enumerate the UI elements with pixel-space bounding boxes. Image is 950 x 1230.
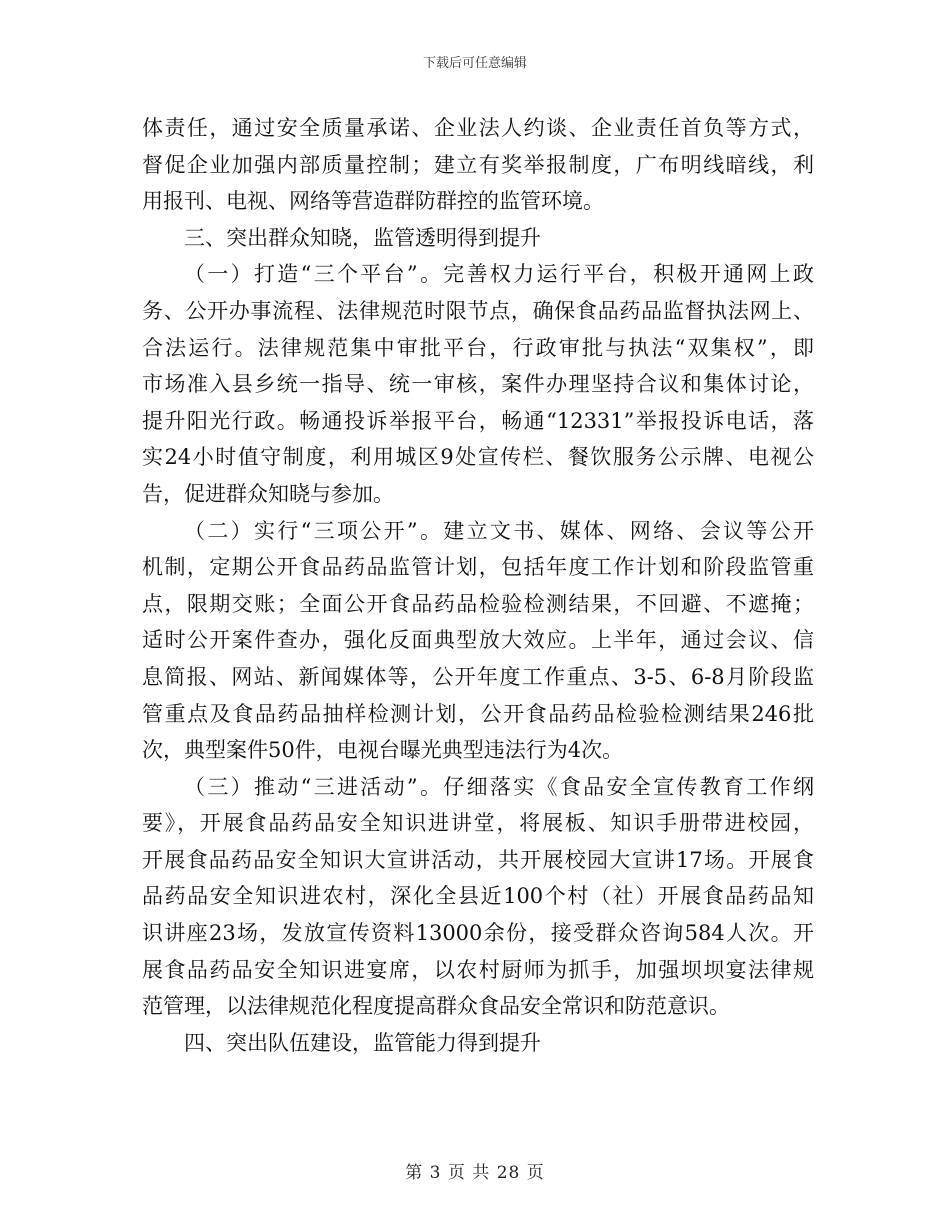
text-line: （一）打造“三个平台”。完善权力运行平台，积极开通网上政 (184, 262, 814, 287)
text-line: 次，典型案件50件，电视台曝光典型违法行为4次。 (142, 738, 624, 763)
page-footer: 第 3 页 共 28 页 (405, 1163, 545, 1183)
document-body (142, 110, 814, 1061)
page-header: 下载后可任意编辑 (422, 56, 527, 71)
text-line: 适时公开案件查办，强化反面典型放大效应。上半年，通过会议、信 (142, 628, 814, 653)
text-line: 体责任，通过安全质量承诺、企业法人约谈、企业责任首负等方式， (142, 116, 814, 140)
text-line: （二）实行“三项公开”。建立文书、媒体、网络、会议等公开 (184, 518, 814, 543)
text-line: 开展食品药品安全知识大宣讲活动，共开展校园大宣讲17场。开展食 (142, 847, 814, 872)
text-line: 务、公开办事流程、法律规范时限节点，确保食品药品监督执法网上、 (142, 298, 814, 323)
text-line: 展食品药品安全知识进宴席，以农村厨师为抓手，加强坝坝宴法律规 (142, 957, 814, 982)
text-line: 识讲座23场，发放宣传资料13000余份，接受群众咨询584人次。开 (142, 921, 814, 946)
text-line: 合法运行。法律规范集中审批平台，行政审批与执法“双集权”，即 (142, 335, 814, 360)
text-line: 息简报、网站、新闻媒体等，公开年度工作重点、3-5、6-8月阶段监 (142, 664, 814, 689)
text-line: 实24小时值守制度，利用城区9处宣传栏、餐饮服务公示牌、电视公 (142, 445, 814, 470)
text-line: 品药品安全知识进农村，深化全县近100个村（社）开展食品药品知 (142, 884, 814, 909)
text-line: 管重点及食品药品抽样检测计划，公开食品药品检验检测结果246批 (142, 701, 814, 726)
text-line: 告，促进群众知晓与参加。 (142, 481, 394, 506)
text-line: 机制，定期公开食品药品监管计划，包括年度工作计划和阶段监管重 (142, 555, 814, 580)
text-line: 督促企业加强内部质量控制；建立有奖举报制度，广布明线暗线，利 (142, 152, 814, 177)
text-line: 市场准入县乡统一指导、统一审核，案件办理坚持合议和集体讨论， (142, 372, 814, 397)
text-line: 范管理，以法律规范化程度提高群众食品安全常识和防范意识。 (142, 994, 730, 1019)
section-heading: 四、突出队伍建设，监管能力得到提升 (184, 1030, 541, 1055)
text-line: （三）推动“三进活动”。仔细落实《食品安全宣传教育工作纲 (184, 774, 814, 799)
section-heading: 三、突出群众知晓，监管透明得到提升 (184, 225, 541, 250)
text-line: 点，限期交账；全面公开食品药品检验检测结果，不回避、不遮掩； (142, 591, 814, 616)
text-line: 用报刊、电视、网络等营造群防群控的监管环境。 (142, 189, 604, 214)
text-line: 要》，开展食品药品安全知识进讲堂，将展板、知识手册带进校园， (142, 811, 814, 836)
text-line: 提升阳光行政。畅通投诉举报平台，畅通“12331”举报投诉电话，落 (142, 408, 814, 433)
